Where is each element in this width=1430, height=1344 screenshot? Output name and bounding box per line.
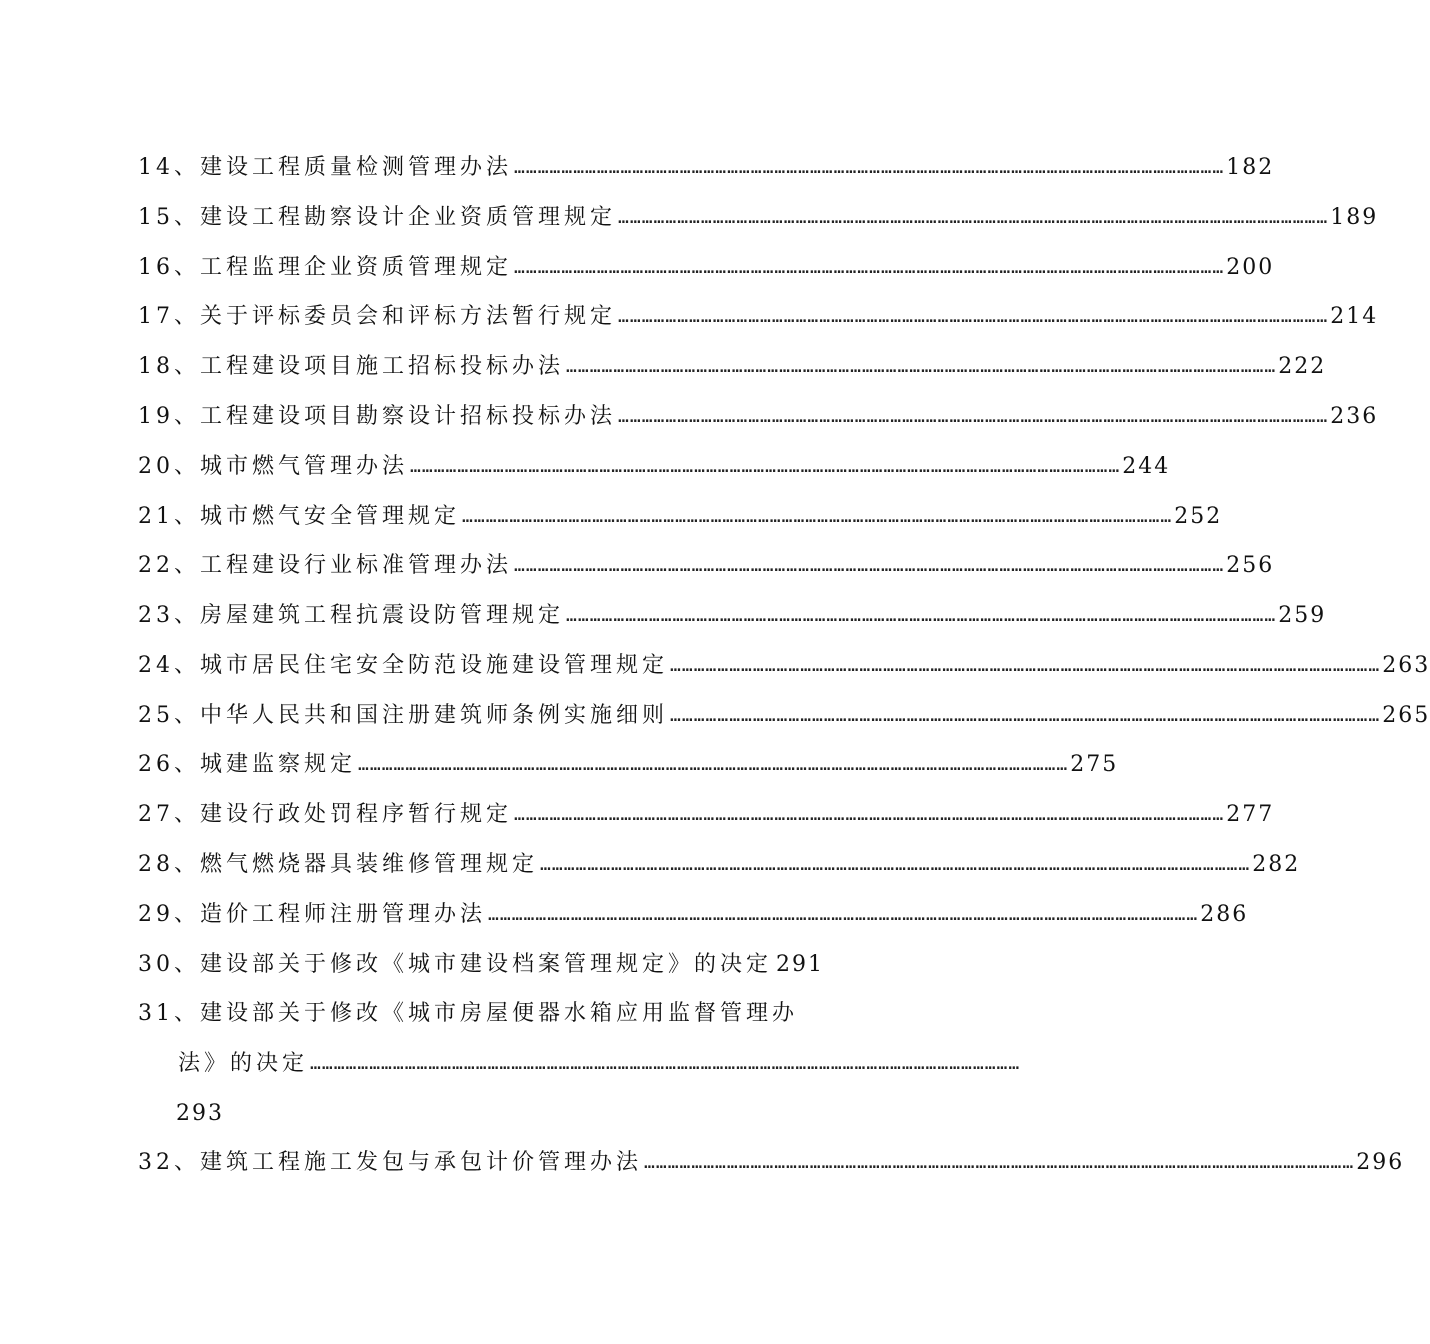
dot-leader: ……………………………………………………………………………………………………………………………………………………………… [566,356,1277,377]
toc-entry[interactable] [138,949,824,981]
toc-entry[interactable] [138,849,1301,881]
page-number: 277 [1226,802,1275,827]
entry-number: 15、 [138,205,200,230]
entry-number: 17、 [138,304,200,329]
toc-entry[interactable] [138,998,824,1030]
page-number: 265 [1382,703,1430,728]
toc-entry[interactable] [138,252,1275,284]
toc-entry[interactable] [138,799,1275,831]
entry-title: 城市燃气安全管理规定 [200,504,461,529]
dot-leader: ……………………………………………………………………………………………………………………………………………………………… [358,754,1069,775]
page-number: 189 [1330,205,1379,230]
page-number: 259 [1278,603,1327,628]
page-number: 252 [1174,504,1223,529]
page-number: 222 [1278,354,1327,379]
entry-title: 工程建设项目施工招标投标办法 [200,354,565,379]
toc-entry[interactable] [138,501,1223,533]
toc-entry[interactable] [138,152,1275,184]
entry-number: 22、 [138,553,200,578]
entry-title: 城市燃气管理办法 [200,454,409,479]
dot-leader: ……………………………………………………………………………………………………………………………………………………………… [670,655,1381,676]
page-number: 182 [1226,155,1275,180]
entry-number: 14、 [138,155,200,180]
entry-title: 城市居民住宅安全防范设施建设管理规定 [200,653,669,678]
dot-leader: ……………………………………………………………………………………………………………………………………………………………… [514,555,1225,576]
dot-leader: ……………………………………………………………………………………………………………………………………………………………… [540,854,1251,875]
entry-title: 房屋建筑工程抗震设防管理规定 [200,603,565,628]
dot-leader: ……………………………………………………………………………………………………………………………………………………………… [618,306,1329,327]
entry-title: 关于评标委员会和评标方法暂行规定 [200,304,617,329]
dot-leader: ……………………………………………………………………………………………………………………………………………………………… [514,257,1225,278]
toc-entry[interactable] [138,899,1249,931]
entry-number: 25、 [138,703,200,728]
page-number: 236 [1330,404,1379,429]
entry-number: 28、 [138,852,200,877]
page-number: 214 [1330,304,1379,329]
dot-leader: ……………………………………………………………………………………………………………………………………………………………… [410,456,1121,477]
toc-entry[interactable] [138,1147,1405,1179]
dot-leader: ……………………………………………………………………………………………………………………………………………………………… [618,207,1329,228]
entry-title: 建设行政处罚程序暂行规定 [200,802,513,827]
toc-entry[interactable] [138,650,1430,682]
entry-number: 26、 [138,752,200,777]
entry-number: 18、 [138,354,200,379]
entry-number: 21、 [138,504,200,529]
page-number: 256 [1226,553,1275,578]
entry-number: 16、 [138,255,200,280]
page-number: 200 [1226,255,1275,280]
entry-number: 31、 [138,1001,200,1026]
page-number: 263 [1382,653,1430,678]
entry-title: 工程监理企业资质管理规定 [200,255,513,280]
entry-title: 建设工程勘察设计企业资质管理规定 [200,205,617,230]
page-number: 296 [1356,1150,1405,1175]
dot-leader: ……………………………………………………………………………………………………………………………………………………………… [488,904,1199,925]
entry-title: 中华人民共和国注册建筑师条例实施细则 [200,703,669,728]
entry-number: 32、 [138,1150,200,1175]
entry-title: 造价工程师注册管理办法 [200,902,487,927]
page-number: 275 [1070,752,1119,777]
dot-leader: ……………………………………………………………………………………………………………………………………………………………… [670,705,1381,726]
entry-number: 20、 [138,454,200,479]
dot-leader: ……………………………………………………………………………………………………………………………………………………………… [566,605,1277,626]
entry-title: 建设部关于修改《城市房屋便器水箱应用监督管理办 [200,1001,799,1026]
entry-number: 30、 [138,952,200,977]
page-number: 291 [776,952,825,977]
entry-title: 建设工程质量检测管理办法 [200,155,513,180]
entry-title: 建筑工程施工发包与承包计价管理办法 [200,1150,643,1175]
toc-entry-continuation[interactable] [178,1048,1021,1080]
entry-title: 建设部关于修改《城市建设档案管理规定》的决定 [200,952,773,977]
dot-leader: ……………………………………………………………………………………………………………………………………………………………… [514,804,1225,825]
toc-entry[interactable] [138,301,1379,333]
toc-entry[interactable] [138,700,1430,732]
toc-entry[interactable] [138,351,1327,383]
entry-title: 燃气燃烧器具装维修管理规定 [200,852,539,877]
toc-entry[interactable] [138,749,1119,781]
entry-number: 27、 [138,802,200,827]
toc-entry[interactable] [138,451,1171,483]
toc-entry[interactable] [138,202,1379,234]
entry-title: 城建监察规定 [200,752,357,777]
page-number: 244 [1122,454,1171,479]
dot-leader: ……………………………………………………………………………………………………………………………………………………………… [310,1053,1021,1074]
page-number: 282 [1252,852,1301,877]
entry-number: 19、 [138,404,200,429]
entry-number: 23、 [138,603,200,628]
entry-number: 29、 [138,902,200,927]
entry-title: 工程建设项目勘察设计招标投标办法 [200,404,617,429]
dot-leader: ……………………………………………………………………………………………………………………………………………………………… [644,1152,1355,1173]
dot-leader: ……………………………………………………………………………………………………………………………………………………………… [618,406,1329,427]
entry-title-continued: 法》的决定 [178,1051,309,1076]
page-number: 293 [176,1101,224,1126]
entry-title: 工程建设行业标准管理办法 [200,553,513,578]
entry-number: 24、 [138,653,200,678]
dot-leader: ……………………………………………………………………………………………………………………………………………………………… [514,157,1225,178]
dot-leader: ……………………………………………………………………………………………………………………………………………………………… [462,506,1173,527]
toc-entry[interactable] [138,600,1327,632]
toc-entry[interactable] [138,401,1379,433]
page-number: 286 [1200,902,1249,927]
toc-entry[interactable] [138,550,1275,582]
